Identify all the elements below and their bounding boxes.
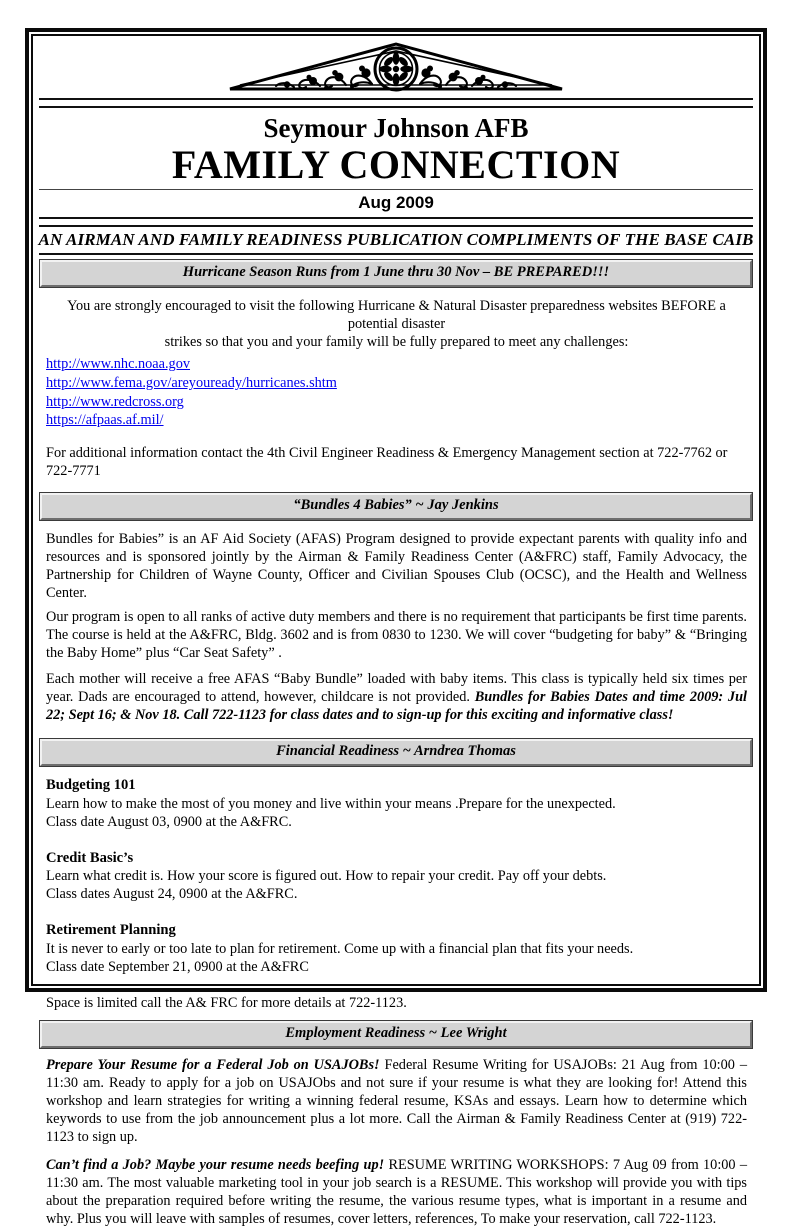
hurricane-intro-line-1: You are strongly encouraged to visit the following Hurricane & Natural Disaster preparedness websites BEFORE a potential disaster <box>67 298 726 333</box>
masthead-rule-bottom <box>39 253 753 255</box>
masthead-rule-lower <box>39 217 753 227</box>
employment-body <box>35 1048 757 1228</box>
bundles-paragraph-3-text: Each mother will receive a free AFAS “Baby Bundle” loaded with baby items. This class is typically held six times per year. Dads are encouraged to attend, however, childcare is not provided. <box>46 670 747 705</box>
class-title: Credit Basic’s <box>46 849 134 866</box>
hurricane-link-afpaas[interactable]: https://afpaas.af.mil/ <box>46 412 164 429</box>
hurricane-intro-line-2: strikes so that you and your family will be fully prepared to meet any challenges: <box>164 334 629 351</box>
hurricane-link-nhc-noaa[interactable]: http://www.nhc.noaa.gov <box>46 356 191 373</box>
hurricane-link-fema[interactable]: http://www.fema.gov/areyouready/hurricanes.shtm <box>46 374 337 391</box>
financial-class-credit <box>46 849 747 904</box>
masthead-organization: Seymour Johnson AFB <box>263 113 529 143</box>
employment-item-lead: Can’t find a Job? Maybe your resume needs beefing up! <box>46 1157 385 1174</box>
class-schedule: Class date August 03, 0900 at the A&FRC. <box>46 813 292 830</box>
hurricane-body <box>35 287 757 487</box>
class-description: Learn what credit is. How your score is figured out. How to repair your credit. Pay off your debts. <box>46 868 607 885</box>
employment-item-lead: Prepare Your Resume for a Federal Job on USAJOBs! <box>46 1057 380 1074</box>
bundles-paragraph-3 <box>46 670 747 724</box>
masthead-rule-top <box>39 98 753 108</box>
section-header-financial: Financial Readiness ~ Arndrea Thomas <box>40 739 752 766</box>
masthead-date: Aug 2009 <box>358 193 434 213</box>
class-schedule: Class date September 21, 0900 at the A&FRC <box>46 959 309 976</box>
masthead-title: FAMILY CONNECTION <box>171 142 621 188</box>
employment-item-text: Federal Resume Writing for USAJOBs: 21 Aug from 10:00 – 11:30 am. Ready to apply for a job on USAJObs and not sure if your resume is what they are looking for! Attend this workshop and learn strategies for writing a winning federal resume, KSAs and essays. Learn how to determine which keywords to use from the job announcement plus a lot more. Call the Airman & Family Readiness Center at (919) 722-1123 to sign up. <box>46 1057 747 1146</box>
class-schedule: Class dates August 24, 0900 at the A&FRC. <box>46 886 298 903</box>
employment-item-federal-resume <box>46 1056 747 1146</box>
employment-item-text: RESUME WRITING WORKSHOPS: 7 Aug 09 from 10:00 – 11:30 am. The most valuable marketing tool in your job search is a RESUME. This workshop will provide you with tips about the preparation required before writing the resume, the various resume types, what is important in a resume and why. Plus you will leave with samples of resumes, cover letters, references, To make your reservation, call 722-1123. <box>46 1157 748 1228</box>
bundles-body <box>35 520 757 734</box>
financial-footer-note: Space is limited call the A& FRC for more details at 722-1123. <box>46 995 407 1012</box>
financial-class-retirement <box>46 921 747 976</box>
masthead-tagline: AN AIRMAN AND FAMILY READINESS PUBLICATION COMPLIMENTS OF THE BASE CAIB <box>38 230 754 250</box>
header-ornament <box>35 38 757 98</box>
hurricane-link-redcross[interactable]: http://www.redcross.org <box>46 393 184 410</box>
page-content <box>35 38 757 1228</box>
bundles-paragraph-2: Our program is open to all ranks of active duty members and there is no requirement that participants be first time parents. The course is held at the A&FRC, Bldg. 3602 and is from 0830 to 1230. We will cover “budgeting for baby” & “Bringing the Baby Home” plus “Car Seat Safety” . <box>46 608 747 661</box>
hurricane-contact-info: For additional information contact the 4th Civil Engineer Readiness & Emergency Management section at 722-7762 or 722-7771 <box>46 444 728 479</box>
section-header-employment: Employment Readiness ~ Lee Wright <box>40 1021 752 1048</box>
employment-item-resume-workshop <box>46 1156 747 1228</box>
class-description: Learn how to make the most of you money and live within your means .Prepare for the unexpected. <box>46 795 616 812</box>
class-title: Retirement Planning <box>46 922 176 939</box>
bundles-paragraph-1: Bundles for Babies” is an AF Aid Society (AFAS) Program designed to provide expectant parents with quality info and resources and is sponsored jointly by the Airman & Family Readiness Center (A&FRC) staff, Family Advocacy, the Partnership for Children of Wayne County, Officer and Civilian Spouses Club (OCSC), and the Health and Wellness Center. <box>46 530 747 601</box>
bundles-dates-highlight: Bundles for Babies Dates and time 2009: Jul 22; Sept 16; & Nov 18. Call 722-1123 for class dates and to sign-up for this exciting and informative class! <box>46 688 747 723</box>
section-header-bundles: “Bundles 4 Babies” ~ Jay Jenkins <box>40 493 752 520</box>
class-description: It is never to early or too late to plan for retirement. Come up with a financial plan that fits your needs. <box>46 941 634 958</box>
financial-body <box>35 766 757 1017</box>
financial-class-budgeting <box>46 776 747 831</box>
class-title: Budgeting 101 <box>46 776 136 793</box>
section-header-hurricane: Hurricane Season Runs from 1 June thru 30 Nov – BE PREPARED!!! <box>40 260 752 287</box>
